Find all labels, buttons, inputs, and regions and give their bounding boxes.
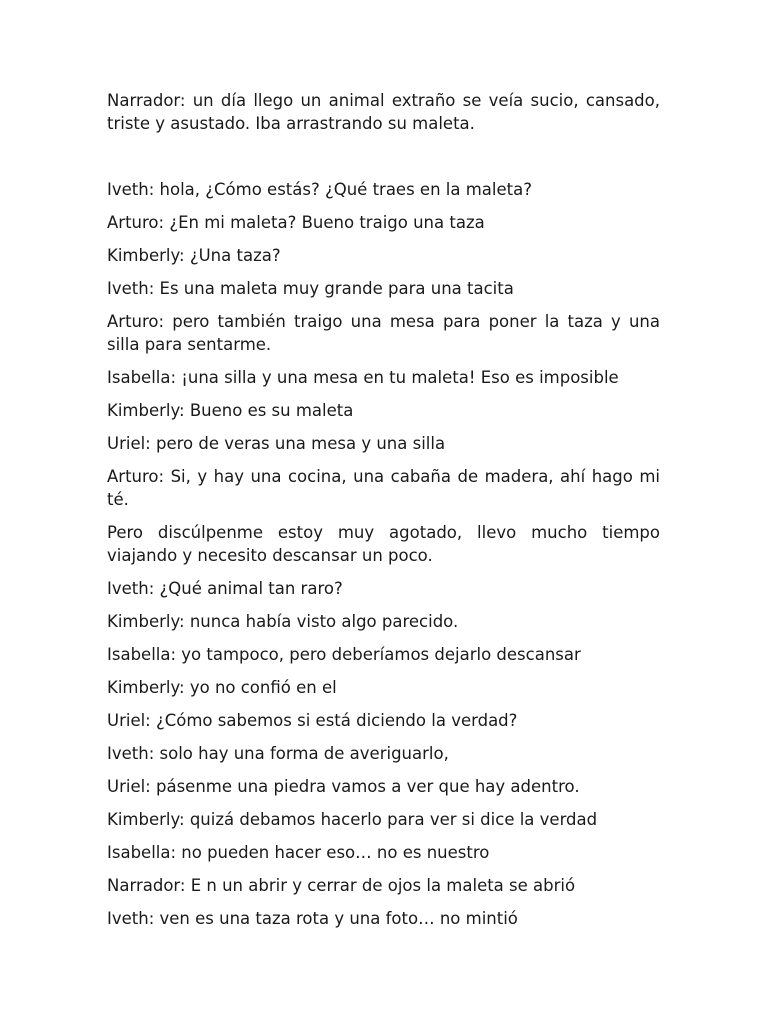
paragraph-line: Kimberly: ¿Una taza? — [107, 246, 281, 265]
paragraph-line: Kimberly: yo no confió en el — [107, 678, 337, 697]
paragraph-line: Iveth: ven es una taza rota y una foto… no mintió — [107, 909, 518, 928]
paragraph-line: Isabella: yo tampoco, pero deberíamos dejarlo descansar — [107, 645, 581, 664]
paragraph-line: Isabella: ¡una silla y una mesa en tu maleta! Eso es imposible — [107, 368, 619, 387]
paragraph-line: Uriel: pero de veras una mesa y una silla — [107, 434, 446, 453]
paragraph-line: Iveth: ¿Qué animal tan raro? — [107, 579, 343, 598]
document-page — [107, 89, 660, 940]
paragraph-line: Kimberly: quizá debamos hacerlo para ver si dice la verdad — [107, 810, 598, 829]
paragraph-narrator-intro: Narrador: un día llego un animal extraño se veía sucio, cansado, triste y asustado. Iba arrastrando su maleta. — [107, 91, 660, 133]
paragraph-line: Arturo: pero también traigo una mesa para poner la taza y una silla para sentarme. — [107, 312, 660, 354]
paragraph-line: Pero discúlpenme estoy muy agotado, llevo mucho tiempo viajando y necesito descansar un poco. — [107, 523, 660, 565]
paragraph-line: Iveth: solo hay una forma de averiguarlo, — [107, 744, 449, 763]
paragraph-line: Iveth: hola, ¿Cómo estás? ¿Qué traes en la maleta? — [107, 180, 532, 199]
paragraph-line: Arturo: Si, y hay una cocina, una cabaña de madera, ahí hago mi té. — [107, 467, 660, 509]
paragraph-line: Uriel: ¿Cómo sabemos si está diciendo la verdad? — [107, 711, 518, 730]
paragraph-line: Narrador: E n un abrir y cerrar de ojos la maleta se abrió — [107, 876, 576, 895]
paragraph-line: Kimberly: nunca había visto algo parecido. — [107, 612, 459, 631]
paragraph-line: Isabella: no pueden hacer eso… no es nuestro — [107, 843, 490, 862]
paragraph-line: Uriel: pásenme una piedra vamos a ver que hay adentro. — [107, 777, 580, 796]
paragraph-line: Iveth: Es una maleta muy grande para una tacita — [107, 279, 514, 298]
paragraph-line: Kimberly: Bueno es su maleta — [107, 401, 354, 420]
paragraph-line: Arturo: ¿En mi maleta? Bueno traigo una taza — [107, 213, 485, 232]
